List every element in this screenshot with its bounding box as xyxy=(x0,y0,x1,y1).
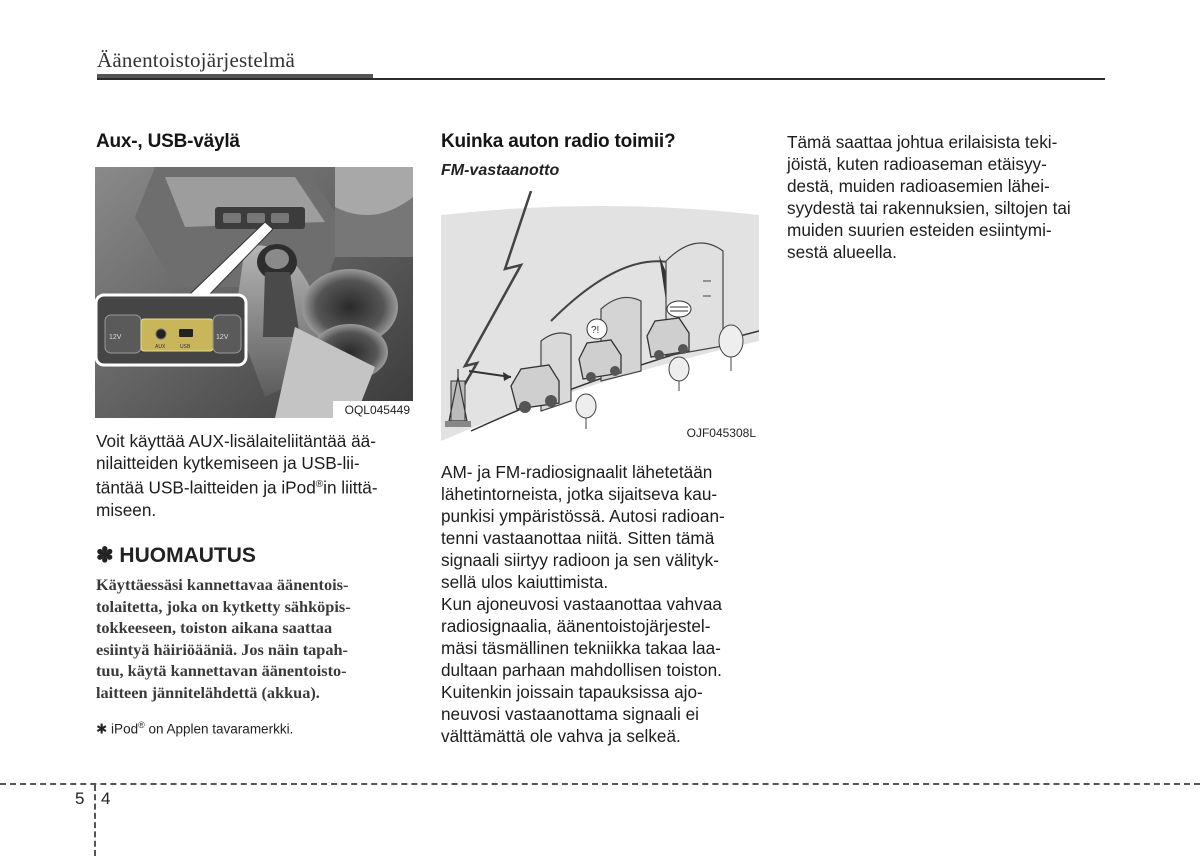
header-rule xyxy=(97,78,1105,80)
console-illustration xyxy=(95,167,413,418)
figure-code: OQL045449 xyxy=(344,403,410,417)
text-line: Kuitenkin joissain tapauksissa ajo- xyxy=(441,682,703,702)
left-12v-label: 12V xyxy=(109,334,122,341)
text-line: nilaitteiden kytkemiseen ja USB-lii- xyxy=(96,453,360,473)
note-line: Käyttäessäsi kannettavaa äänentois- xyxy=(96,575,349,594)
right-12v-label: 12V xyxy=(216,334,229,341)
page-number: 4 xyxy=(101,789,111,808)
text-line: sestä alueella. xyxy=(787,242,897,262)
note-line: laitteen jännitelähdettä (akkua). xyxy=(96,682,320,702)
text-line: syydestä tai rakennuksien, siltojen tai xyxy=(787,198,1071,218)
fm-reception-figure xyxy=(441,191,759,441)
note-line: tokkeeseen, toiston aikana saattaa xyxy=(96,618,333,638)
note-line: esiintyä häiriöääniä. Jos näin tapah- xyxy=(96,639,348,659)
text-line: sellä ulos kaiuttimista. xyxy=(441,572,609,592)
text-line xyxy=(96,474,414,499)
footnote xyxy=(96,720,293,738)
text-line: Kun ajoneuvosi vastaanottaa vahvaa xyxy=(441,594,722,614)
text-line: radiosignaalia, äänentoistojärjestel- xyxy=(441,616,711,636)
text-line: välttämättä ole vahva ja selkeä. xyxy=(441,726,681,746)
radio-paragraph-1 xyxy=(441,461,761,593)
fm-subheading: FM-vastaanotto xyxy=(441,162,560,179)
svg-text:?!: ?! xyxy=(591,325,600,336)
aux-usb-figure xyxy=(95,167,413,418)
footer-divider xyxy=(94,785,96,856)
text-line: mäsi täsmällinen tekniikka takaa laa- xyxy=(441,638,721,658)
figure-code: OJF045308L xyxy=(686,426,756,440)
footnote-text: on Applen tavaramerkki. xyxy=(144,721,294,737)
chapter-number: 5 xyxy=(75,789,85,808)
text-line: Voit käyttää AUX-lisälaiteliitäntää ää- xyxy=(96,431,376,451)
registered-mark: ® xyxy=(138,720,145,730)
note-body xyxy=(96,574,412,704)
text-line: jöistä, kuten radioaseman etäisyy- xyxy=(787,154,1047,174)
aux-usb-paragraph xyxy=(96,430,414,521)
text-fragment: täntää USB-laitteiden ja iPod xyxy=(96,477,316,498)
text-line: muiden suurien esteiden esiintymi- xyxy=(787,220,1052,240)
text-line: Tämä saattaa johtua erilaisista teki- xyxy=(787,132,1058,152)
text-line: punkisi ympäristössä. Autosi radioan- xyxy=(441,506,725,526)
aux-label: AUX xyxy=(155,344,166,350)
text-line: destä, muiden radioasemien lähei- xyxy=(787,176,1050,196)
registered-mark: ® xyxy=(315,479,324,490)
text-line: tenni vastaanottaa niitä. Sitten tämä xyxy=(441,528,715,548)
text-line: dultaan parhaan mahdollisen toiston. xyxy=(441,660,722,680)
fm-reception-illustration xyxy=(441,191,759,441)
text-line: lähetintorneista, jotka sijaitseva kau- xyxy=(441,484,718,504)
text-line: signaali siirtyy radioon ja sen välityk- xyxy=(441,550,719,570)
usb-label: USB xyxy=(180,344,191,350)
radio-paragraph-2 xyxy=(441,593,761,747)
aux-usb-heading: Aux-, USB-väylä xyxy=(96,131,240,152)
note-line: tolaitetta, joka on kytketty sähköpis- xyxy=(96,596,351,616)
section-title: Äänentoistojärjestelmä xyxy=(97,48,296,72)
note-line: tuu, käytä kannettavan äänentoisto- xyxy=(96,661,347,681)
text-line: miseen. xyxy=(96,499,157,520)
text-line: AM- ja FM-radiosignaalit lähetetään xyxy=(441,462,713,482)
text-line: neuvosi vastaanottama signaali ei xyxy=(441,704,699,724)
radio-heading: Kuinka auton radio toimii? xyxy=(441,131,676,152)
right-paragraph xyxy=(787,131,1109,263)
text-fragment: in liittä- xyxy=(323,477,378,498)
footer-rule xyxy=(0,783,1200,785)
footnote-text: ✱ iPod xyxy=(96,721,139,737)
note-title: ✽ HUOMAUTUS xyxy=(96,544,256,567)
